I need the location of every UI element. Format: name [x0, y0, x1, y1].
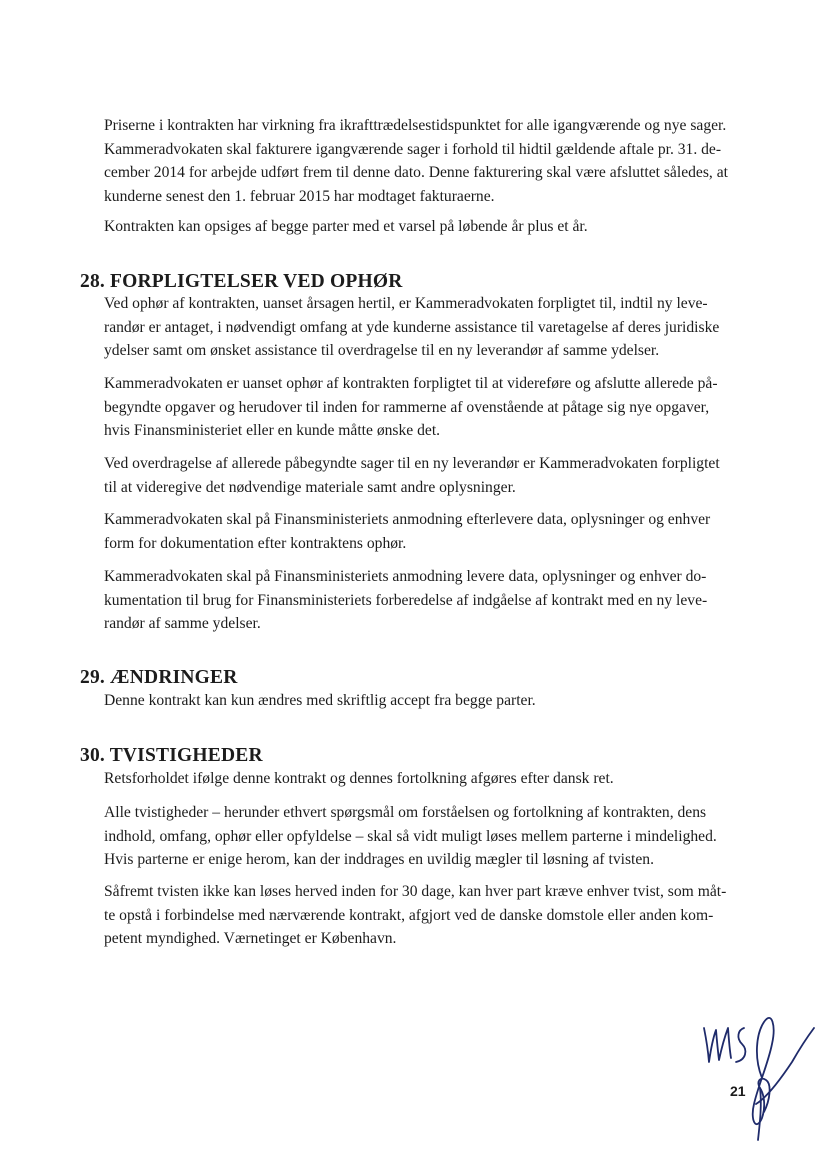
section-28-heading: 28. FORPLIGTELSER VED OPHØR — [80, 271, 403, 292]
section-29-heading: 29. ÆNDRINGER — [80, 667, 238, 688]
section-28-paragraph-1: Ved ophør af kontrakten, uanset årsagen hertil, er Kammeradvokaten forpligtet til, indtil ny leve- randør er antaget, i nødvendigt omfang at yde kunderne assistance til varetagelse af deres juridiske ydelser samt om ønsket assistance til overdragelse til en ny leverandør af samme ydelser. — [104, 295, 720, 359]
page-number: 21 — [730, 1083, 746, 1099]
intro-paragraph-2: Kontrakten kan opsiges af begge parter med et varsel på løbende år plus et år. — [104, 218, 588, 235]
section-30-paragraph-2: Alle tvistigheder – herunder ethvert spørgsmål om forståelsen og fortolkning af kontrakten, dens indhold, omfang, ophør eller opfyldelse – skal så vidt muligt løses mellem parterne i mindelighed. Hvis parterne er enige herom, kan der inddrages en uvildig mægler til løsning af tvisten. — [104, 804, 717, 868]
section-30-paragraph-3: Såfremt tvisten ikke kan løses herved inden for 30 dage, kan hver part kræve enhver tvist, som måt- te opstå i forbindelse med nærværende kontrakt, afgjort ved de danske domstole eller anden kom- petent myndighed. Værnetinget er København. — [104, 883, 727, 947]
section-28-paragraph-2: Kammeradvokaten er uanset ophør af kontrakten forpligtet til at videreføre og afslutte allerede på- begyndte opgaver og herudover til inden for rammerne af ovenstående at påtage sig nye opgaver, hvis Finansministeriet eller en kunde måtte ønske det. — [104, 375, 718, 439]
section-30-paragraph-1: Retsforholdet ifølge denne kontrakt og dennes fortolkning afgøres efter dansk ret. — [104, 770, 614, 787]
signature-icon — [700, 1000, 818, 1150]
section-28-paragraph-4: Kammeradvokaten skal på Finansministeriets anmodning efterlevere data, oplysninger og enhver form for dokumentation efter kontraktens ophør. — [104, 511, 711, 552]
section-29-paragraph-1: Denne kontrakt kan kun ændres med skriftlig accept fra begge parter. — [104, 692, 536, 709]
section-30-heading: 30. TVISTIGHEDER — [80, 745, 263, 766]
intro-paragraph-1: Priserne i kontrakten har virkning fra ikrafttrædelsestidspunktet for alle igangværende og nye sager. Kammeradvokaten skal fakturere igangværende sager i forhold til hidtil gældende aftale pr. 31. de- cember 2014 for arbejde udført frem til denne dato. Denne fakturering skal være afsluttet således, at kunderne senest den 1. februar 2015 har modtaget fakturaerne. — [104, 117, 728, 205]
section-28-paragraph-5: Kammeradvokaten skal på Finansministeriets anmodning levere data, oplysninger og enhver do- kumentation til brug for Finansministeriets forberedelse af indgåelse af kontrakt med en ny leve- randør af samme ydelser. — [104, 568, 708, 632]
section-28-paragraph-3: Ved overdragelse af allerede påbegyndte sager til en ny leverandør er Kammeradvokaten forpligtet til at videregive det nødvendige materiale samt andre oplysninger. — [104, 455, 720, 496]
